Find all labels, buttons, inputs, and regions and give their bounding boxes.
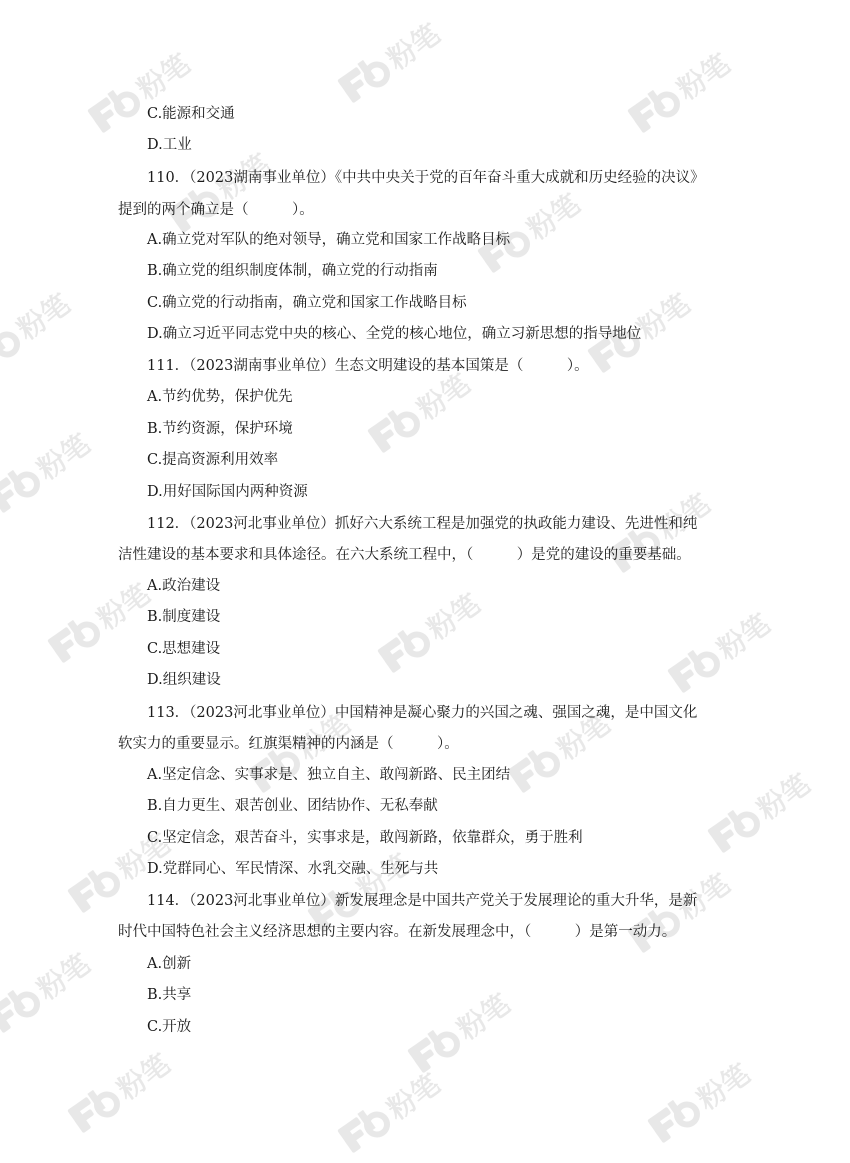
- fenbi-watermark: [622, 21, 768, 140]
- fenbi-watermark: [662, 581, 808, 700]
- fenbi-watermark: [402, 961, 548, 1080]
- question-113-option-c: C.坚定信念，艰苦奋斗，实事求是，敢闯新路，依靠群众，勇于胜利: [147, 830, 583, 846]
- svg-text:粉笔: 粉笔: [351, 847, 417, 907]
- svg-text:粉笔: 粉笔: [521, 187, 587, 247]
- svg-text:粉笔: 粉笔: [691, 1057, 757, 1117]
- question-112-stem-cont: 洁性建设的基本要求和具体途径。在六大系统工程中，（ ）是党的建设的重要基础。: [118, 547, 691, 563]
- question-111-option-b: B.节约资源，保护环境: [147, 421, 293, 437]
- svg-text:粉笔: 粉笔: [111, 1047, 177, 1107]
- fenbi-logo-icon: [702, 741, 848, 860]
- fenbi-watermark: [642, 1031, 788, 1150]
- fenbi-logo-icon: [332, 0, 478, 109]
- svg-text:粉笔: 粉笔: [671, 867, 737, 927]
- svg-text:粉笔: 粉笔: [631, 287, 697, 347]
- svg-text:粉笔: 粉笔: [671, 47, 737, 107]
- fenbi-watermark: [332, 0, 478, 109]
- question-114-option-a: A.创新: [147, 956, 192, 972]
- question-112-option-c: C.思想建设: [147, 641, 221, 657]
- fenbi-watermark: [0, 921, 128, 1040]
- fenbi-logo-icon: [642, 1031, 788, 1150]
- question-112-option-d: D.组织建设: [147, 672, 221, 688]
- question-112-option-a: A.政治建设: [147, 578, 221, 594]
- fenbi-watermark: [62, 1021, 208, 1140]
- question-113-stem: 113．（2023河北事业单位）中国精神是凝心聚力的兴国之魂、强国之魂，是中国文化: [147, 705, 698, 721]
- svg-text:粉笔: 粉笔: [31, 947, 97, 1007]
- fenbi-watermark: [332, 1041, 478, 1160]
- svg-text:粉笔: 粉笔: [551, 707, 617, 767]
- question-111-stem: 111．（2023湖南事业单位）生态文明建设的基本国策是（ ）。: [147, 358, 589, 374]
- svg-text:粉笔: 粉笔: [31, 427, 97, 487]
- question-114-option-b: B.共享: [147, 987, 192, 1003]
- fenbi-logo-icon: [402, 961, 548, 1080]
- svg-text:粉笔: 粉笔: [211, 147, 277, 207]
- question-111-option-d: D.用好国际国内两种资源: [147, 484, 308, 500]
- svg-text:粉笔: 粉笔: [291, 707, 357, 767]
- question-114-option-c: C.开放: [147, 1019, 192, 1035]
- svg-text:粉笔: 粉笔: [651, 487, 717, 547]
- svg-text:粉笔: 粉笔: [381, 17, 447, 77]
- fenbi-logo-icon: [0, 921, 128, 1040]
- fenbi-watermark: [372, 561, 518, 680]
- fenbi-logo-icon: [62, 1021, 208, 1140]
- fenbi-logo-icon: [622, 21, 768, 140]
- option-c-energy: C.能源和交通: [147, 106, 235, 122]
- svg-text:粉笔: 粉笔: [131, 47, 197, 107]
- option-d-industry: D.工业: [147, 137, 192, 153]
- fenbi-watermark: [582, 261, 728, 380]
- fenbi-logo-icon: [372, 561, 518, 680]
- question-113-option-b: B.自力更生、艰苦创业、团结协作、无私奉献: [147, 798, 438, 814]
- question-112-option-b: B.制度建设: [147, 609, 221, 625]
- question-110-option-d: D.确立习近平同志党中央的核心、全党的核心地位，确立习新思想的指导地位: [147, 326, 642, 342]
- fenbi-logo-icon: [582, 261, 728, 380]
- question-111-option-a: A.节约优势，保护优先: [147, 389, 293, 405]
- question-114-stem-cont: 时代中国特色社会主义经济思想的主要内容。在新发展理念中，（ ）是第一动力。: [118, 924, 677, 940]
- question-113-option-a: A.坚定信念、实事求是、独立自主、敢闯新路、民主团结: [147, 767, 511, 783]
- question-110-option-a: A.确立党对军队的绝对领导，确立党和国家工作战略目标: [147, 232, 511, 248]
- svg-text:粉笔: 粉笔: [111, 827, 177, 887]
- question-111-option-c: C.提高资源利用效率: [147, 452, 279, 468]
- svg-text:粉笔: 粉笔: [421, 587, 487, 647]
- fenbi-watermark: [0, 401, 128, 520]
- fenbi-watermark: [0, 261, 108, 380]
- question-110-option-c: C.确立党的行动指南，确立党和国家工作战略目标: [147, 295, 467, 311]
- fenbi-logo-icon: [0, 261, 108, 380]
- svg-text:粉笔: 粉笔: [11, 287, 77, 347]
- question-112-stem: 112．（2023河北事业单位）抓好六大系统工程是加强党的执政能力建设、先进性和纯: [147, 516, 698, 532]
- svg-text:粉笔: 粉笔: [711, 607, 777, 667]
- question-114-stem: 114．（2023河北事业单位）新发展理念是中国共产党关于发展理论的重大升华，是新: [147, 893, 698, 909]
- fenbi-logo-icon: [662, 581, 808, 700]
- fenbi-logo-icon: [502, 681, 648, 800]
- svg-text:粉笔: 粉笔: [751, 767, 817, 827]
- question-110-stem-cont: 提到的两个确立是（ ）。: [118, 202, 314, 218]
- fenbi-watermark: [502, 681, 648, 800]
- question-110-option-b: B.确立党的组织制度体制，确立党的行动指南: [147, 263, 438, 279]
- svg-text:粉笔: 粉笔: [381, 1067, 447, 1127]
- question-113-option-d: D.党群同心、军民情深、水乳交融、生死与共: [147, 861, 439, 877]
- fenbi-logo-icon: [332, 1041, 478, 1160]
- svg-text:粉笔: 粉笔: [411, 367, 477, 427]
- question-110-stem: 110．（2023湖南事业单位）《中共中央关于党的百年奋斗重大成就和历史经验的决议》: [147, 170, 705, 186]
- question-113-stem-cont: 软实力的重要显示。红旗渠精神的内涵是（ ）。: [118, 736, 459, 752]
- fenbi-logo-icon: [0, 401, 128, 520]
- svg-text:粉笔: 粉笔: [91, 577, 157, 637]
- svg-text:粉笔: 粉笔: [451, 987, 517, 1047]
- fenbi-watermark: [702, 741, 848, 860]
